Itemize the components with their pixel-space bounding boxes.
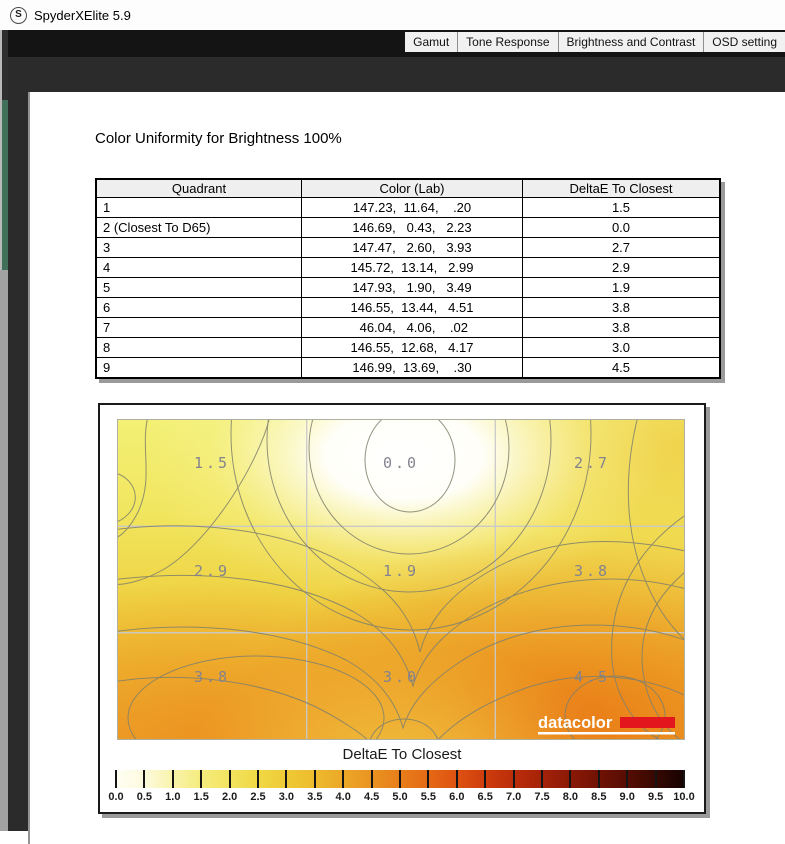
uniformity-map-card <box>98 403 706 814</box>
colorbar-tick <box>200 770 202 788</box>
table-cell-quadrant: 5 <box>96 278 302 298</box>
table-row <box>96 218 720 238</box>
colorbar-tick <box>115 770 117 788</box>
map-cell-value: 1.5 <box>193 454 231 472</box>
colorbar-tick-label: 2.5 <box>250 791 266 803</box>
colorbar-tick-label: 5.5 <box>420 791 437 803</box>
table-row <box>96 358 720 379</box>
uniformity-contour-map <box>117 419 685 740</box>
tab-bar <box>0 30 785 57</box>
table-cell-lab: 146.69, 0.43, 2.23 <box>302 218 523 238</box>
page-title: Color Uniformity for Brightness 100% <box>95 130 342 147</box>
table-cell-delta: 1.9 <box>523 278 721 298</box>
column-header-color-lab: Color (Lab) <box>302 179 523 198</box>
colorbar-tick <box>484 770 486 788</box>
colorbar-tick-label: 3.5 <box>307 791 323 803</box>
map-cell-value: 1.9 <box>382 562 420 580</box>
colorbar-tick-label: 3.0 <box>278 791 295 803</box>
colorbar-tick-label: 5.0 <box>392 791 408 803</box>
colorbar-tick-label: 7.0 <box>505 791 522 803</box>
table-cell-quadrant: 9 <box>96 358 302 379</box>
table-row <box>96 238 720 258</box>
datacolor-logo-text: datacolor <box>538 714 613 732</box>
table-cell-quadrant: 8 <box>96 338 302 358</box>
datacolor-logo-underline <box>538 732 675 735</box>
table-cell-quadrant: 7 <box>96 318 302 338</box>
table-cell-lab: 146.55, 12.68, 4.17 <box>302 338 523 358</box>
colorbar-tick-label: 2.0 <box>221 791 238 803</box>
table-cell-lab: 147.47, 2.60, 3.93 <box>302 238 523 258</box>
table-row <box>96 298 720 318</box>
table-cell-lab: 146.99, 13.69, .30 <box>302 358 523 379</box>
tab-gamut[interactable]: Gamut <box>405 32 457 52</box>
colorbar-tick <box>371 770 373 788</box>
colorbar-tick-label: 9.0 <box>619 791 635 803</box>
table-cell-quadrant: 3 <box>96 238 302 258</box>
column-header-quadrant: Quadrant <box>96 179 302 198</box>
table-cell-lab: 145.72, 13.14, 2.99 <box>302 258 523 278</box>
table-cell-delta: 3.0 <box>523 338 721 358</box>
tab-osd-setting[interactable]: OSD setting <box>703 32 785 52</box>
colorbar-tick-label: 8.0 <box>562 791 579 803</box>
colorbar-tick <box>427 770 429 788</box>
table-cell-delta: 2.9 <box>523 258 721 278</box>
desktop-edge-gray <box>0 270 8 831</box>
colorbar-tick <box>655 770 657 788</box>
tab-brightness-and-contrast[interactable]: Brightness and Contrast <box>558 32 704 52</box>
table-cell-lab: 147.93, 1.90, 3.49 <box>302 278 523 298</box>
table-cell-delta: 4.5 <box>523 358 721 379</box>
colorbar-tick <box>541 770 543 788</box>
colorbar-tick <box>342 770 344 788</box>
table-row <box>96 318 720 338</box>
colorbar-title: DeltaE To Closest <box>342 746 462 763</box>
table-cell-quadrant: 6 <box>96 298 302 318</box>
column-header-deltae: DeltaE To Closest <box>523 179 721 198</box>
colorbar-tick <box>513 770 515 788</box>
colorbar-tick <box>598 770 600 788</box>
colorbar-tick-label: 1.5 <box>193 791 209 803</box>
spyder-app-icon <box>10 7 27 24</box>
table-row <box>96 338 720 358</box>
colorbar-tick-label: 8.5 <box>591 791 607 803</box>
colorbar-tick-label: 4.0 <box>335 791 351 803</box>
colorbar-tick-label: 9.5 <box>647 791 664 803</box>
table-cell-delta: 2.7 <box>523 238 721 258</box>
table-cell-lab: 147.23, 11.64, .20 <box>302 198 523 218</box>
colorbar-tick-label: 0.5 <box>136 791 153 803</box>
colorbar-tick <box>143 770 145 788</box>
colorbar-tick-label: 10.0 <box>673 791 695 803</box>
report-panel <box>28 92 785 844</box>
table-cell-lab: 146.55, 13.44, 4.51 <box>302 298 523 318</box>
main-area <box>0 57 785 844</box>
table-cell-lab: 46.04, 4.06, .02 <box>302 318 523 338</box>
colorbar-tick <box>314 770 316 788</box>
table-cell-quadrant: 4 <box>96 258 302 278</box>
table-header-row <box>96 179 720 198</box>
table-row <box>96 278 720 298</box>
desktop-edge-highlight <box>0 30 2 270</box>
colorbar-tick-label: 0.0 <box>108 791 124 803</box>
map-cell-value: 3.8 <box>573 562 611 580</box>
colorbar-tick-label: 1.0 <box>165 791 181 803</box>
colorbar-tick <box>683 770 685 788</box>
colorbar <box>116 770 684 788</box>
map-cell-value: 3.8 <box>193 668 231 686</box>
table-cell-delta: 3.8 <box>523 298 721 318</box>
app-icon-letter: S <box>15 9 22 20</box>
colorbar-tick-label: 6.0 <box>449 791 465 803</box>
table-row <box>96 198 720 218</box>
tab-tone-response[interactable]: Tone Response <box>457 32 557 52</box>
datacolor-logo-red-bar <box>620 717 675 728</box>
window-title: SpyderXElite 5.9 <box>34 7 131 23</box>
colorbar-tick <box>569 770 571 788</box>
table-row <box>96 258 720 278</box>
map-cell-value: 3.0 <box>382 668 420 686</box>
colorbar-tick <box>229 770 231 788</box>
titlebar <box>0 0 785 30</box>
map-cell-value: 4.5 <box>573 668 611 686</box>
tab-strip <box>405 32 785 52</box>
table-cell-delta: 1.5 <box>523 198 721 218</box>
map-cell-value: 0.0 <box>382 454 420 472</box>
table-cell-delta: 3.8 <box>523 318 721 338</box>
colorbar-labels <box>108 791 695 806</box>
map-cell-value: 2.7 <box>573 454 611 472</box>
colorbar-tick-label: 6.5 <box>477 791 493 803</box>
colorbar-tick-label: 4.5 <box>363 791 380 803</box>
colorbar-tick <box>172 770 174 788</box>
colorbar-tick <box>257 770 259 788</box>
uniformity-table-body <box>96 198 720 379</box>
table-cell-delta: 0.0 <box>523 218 721 238</box>
map-cell-value: 2.9 <box>193 562 231 580</box>
uniformity-table <box>95 178 721 379</box>
colorbar-tick <box>626 770 628 788</box>
colorbar-tick <box>285 770 287 788</box>
colorbar-tick <box>456 770 458 788</box>
desktop-edge-white <box>0 831 28 844</box>
colorbar-tick-label: 7.5 <box>534 791 550 803</box>
uniformity-table-head <box>96 179 720 198</box>
colorbar-tick <box>399 770 401 788</box>
table-cell-quadrant: 1 <box>96 198 302 218</box>
table-cell-quadrant: 2 (Closest To D65) <box>96 218 302 238</box>
